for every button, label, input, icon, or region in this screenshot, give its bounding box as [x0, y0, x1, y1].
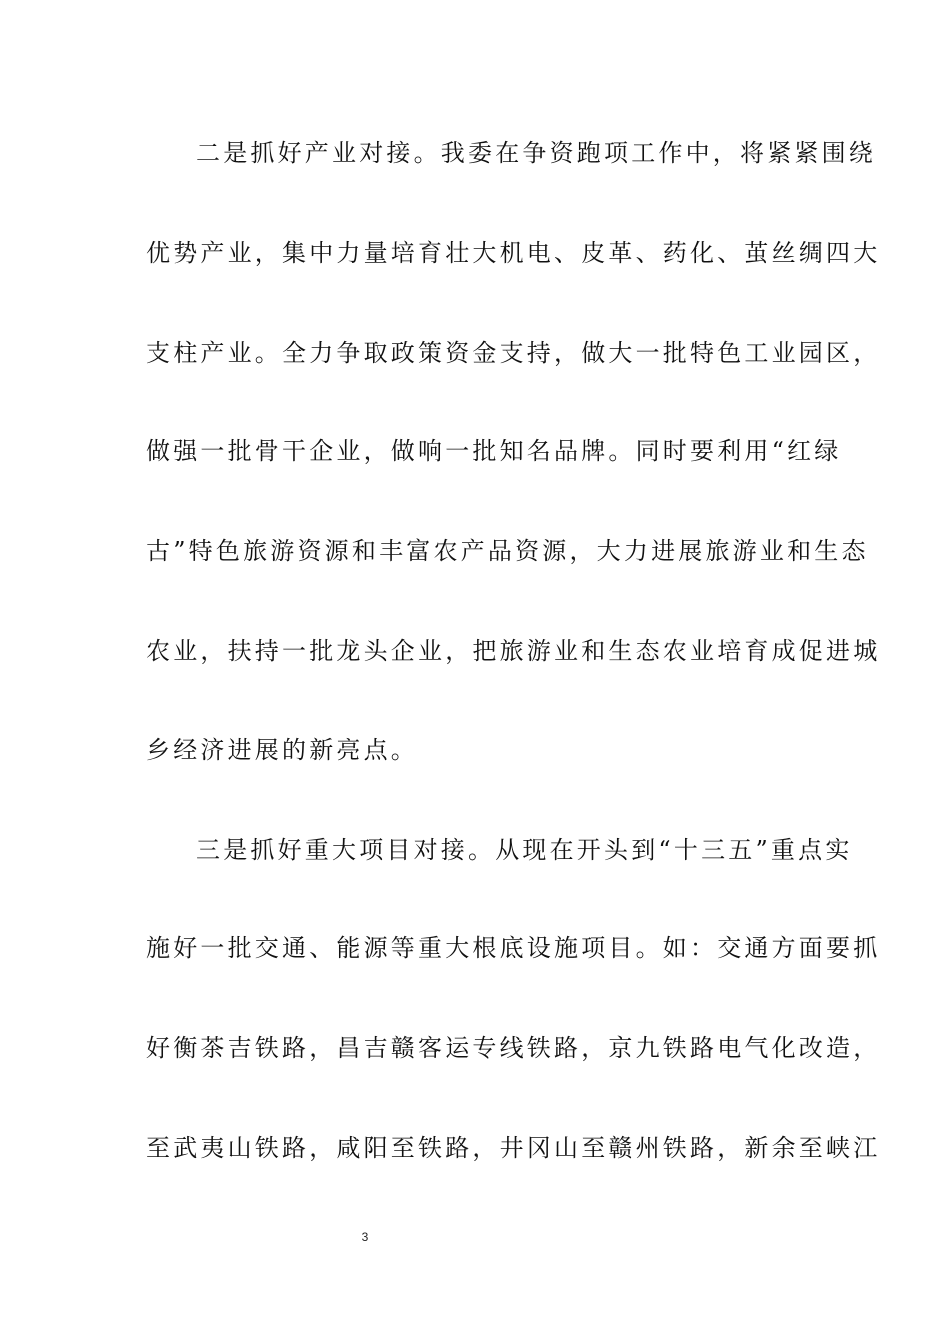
- paragraph-1-line-3: 支柱产业。全力争取政策资金支持，做大一批特色工业园区，: [146, 339, 881, 367]
- paragraph-1-line-5: 古”特色旅游资源和丰富农产品资源，大力进展旅游业和生态: [146, 537, 869, 565]
- paragraph-1-line-7: 乡经济进展的新亮点。: [146, 736, 418, 764]
- paragraph-1-line-6: 农业，扶持一批龙头企业，把旅游业和生态农业培育成促进城: [146, 637, 881, 665]
- paragraph-2-line-4: 至武夷山铁路，咸阳至铁路，井冈山至赣州铁路，新余至峡江: [146, 1134, 881, 1162]
- paragraph-2-line-2: 施好一批交通、能源等重大根底设施项目。如：交通方面要抓: [146, 934, 881, 962]
- paragraph-1-line-4: 做强一批骨干企业，做响一批知名品牌。同时要利用“红绿: [146, 437, 842, 465]
- paragraph-1-line-1: 二是抓好产业对接。我委在争资跑项工作中，将紧紧围绕: [196, 139, 876, 167]
- paragraph-2-line-3: 好衡茶吉铁路，昌吉赣客运专线铁路，京九铁路电气化改造，: [146, 1034, 881, 1062]
- paragraph-2-line-1: 三是抓好重大项目对接。从现在开头到“十三五”重点实: [196, 836, 853, 864]
- paragraph-1-line-2: 优势产业，集中力量培育壮大机电、皮革、药化、茧丝绸四大: [146, 239, 881, 267]
- page-number: 3: [361, 1230, 369, 1244]
